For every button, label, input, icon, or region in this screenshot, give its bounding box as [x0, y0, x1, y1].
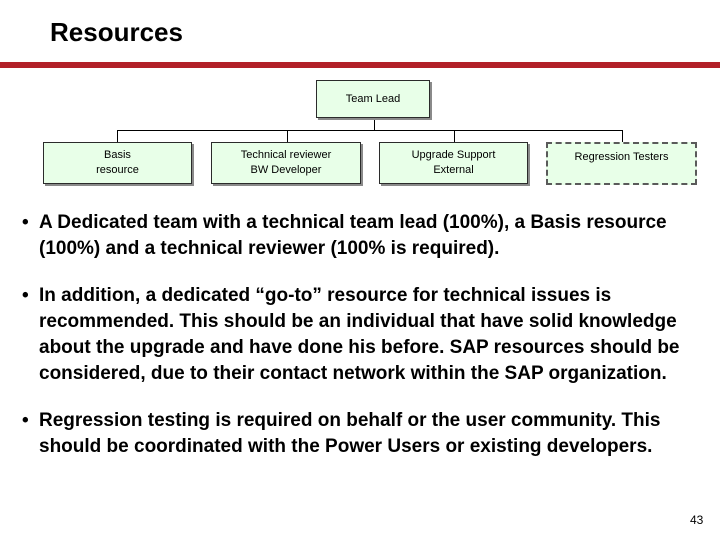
bullet-item: [22, 408, 712, 460]
bullet-text: In addition, a dedicated “go-to” resource for technical issues is recommended. This should be an individual that have solid knowledge about the upgrade and have done his before. SAP resources should be considered, due to their contact network within the SAP organization.: [39, 285, 680, 384]
org-box-team-lead-line-1: Team Lead: [345, 92, 401, 105]
org-box-technical-reviewer: [211, 142, 361, 184]
connector-lead-stem: [374, 118, 375, 130]
connector-drop-basis: [117, 130, 118, 142]
bullet-marker: •: [22, 285, 29, 306]
org-box-reviewer-line-2: BW Developer: [250, 164, 322, 176]
org-box-basis-line-1: Basis: [104, 149, 131, 161]
bullet-item: [22, 283, 712, 387]
page-number: 43: [690, 513, 704, 527]
bullet-list: [22, 210, 712, 481]
org-box-reviewer-line-1: Technical reviewer: [240, 149, 332, 161]
slide-title: Resources: [50, 17, 183, 47]
bullet-item: [22, 210, 712, 262]
bullet-text: A Dedicated team with a technical team lead (100%), a Basis resource (100%) and a technical reviewer (100% is required).: [39, 212, 667, 259]
connector-drop-upgrade: [454, 130, 455, 142]
connector-drop-reviewer: [287, 130, 288, 142]
org-box-basis-resource: [43, 142, 192, 184]
org-box-upgrade-line-1: Upgrade Support: [411, 149, 496, 161]
bullet-marker: •: [22, 410, 29, 431]
org-box-basis-line-2: resource: [96, 164, 139, 176]
org-chart: [0, 0, 720, 200]
bullet-marker: •: [22, 212, 29, 233]
bullet-text: Regression testing is required on behalf or the user community. This should be coordinated with the Power Users or existing developers.: [39, 410, 661, 457]
connector-drop-testers: [622, 130, 623, 142]
org-box-upgrade-line-2: External: [433, 164, 474, 176]
org-box-team-lead: [316, 80, 430, 118]
connector-bus: [117, 130, 623, 131]
org-box-testers-line-1: Regression Testers: [574, 151, 669, 163]
org-box-regression-testers: [546, 142, 697, 185]
org-box-upgrade-support: [379, 142, 528, 184]
